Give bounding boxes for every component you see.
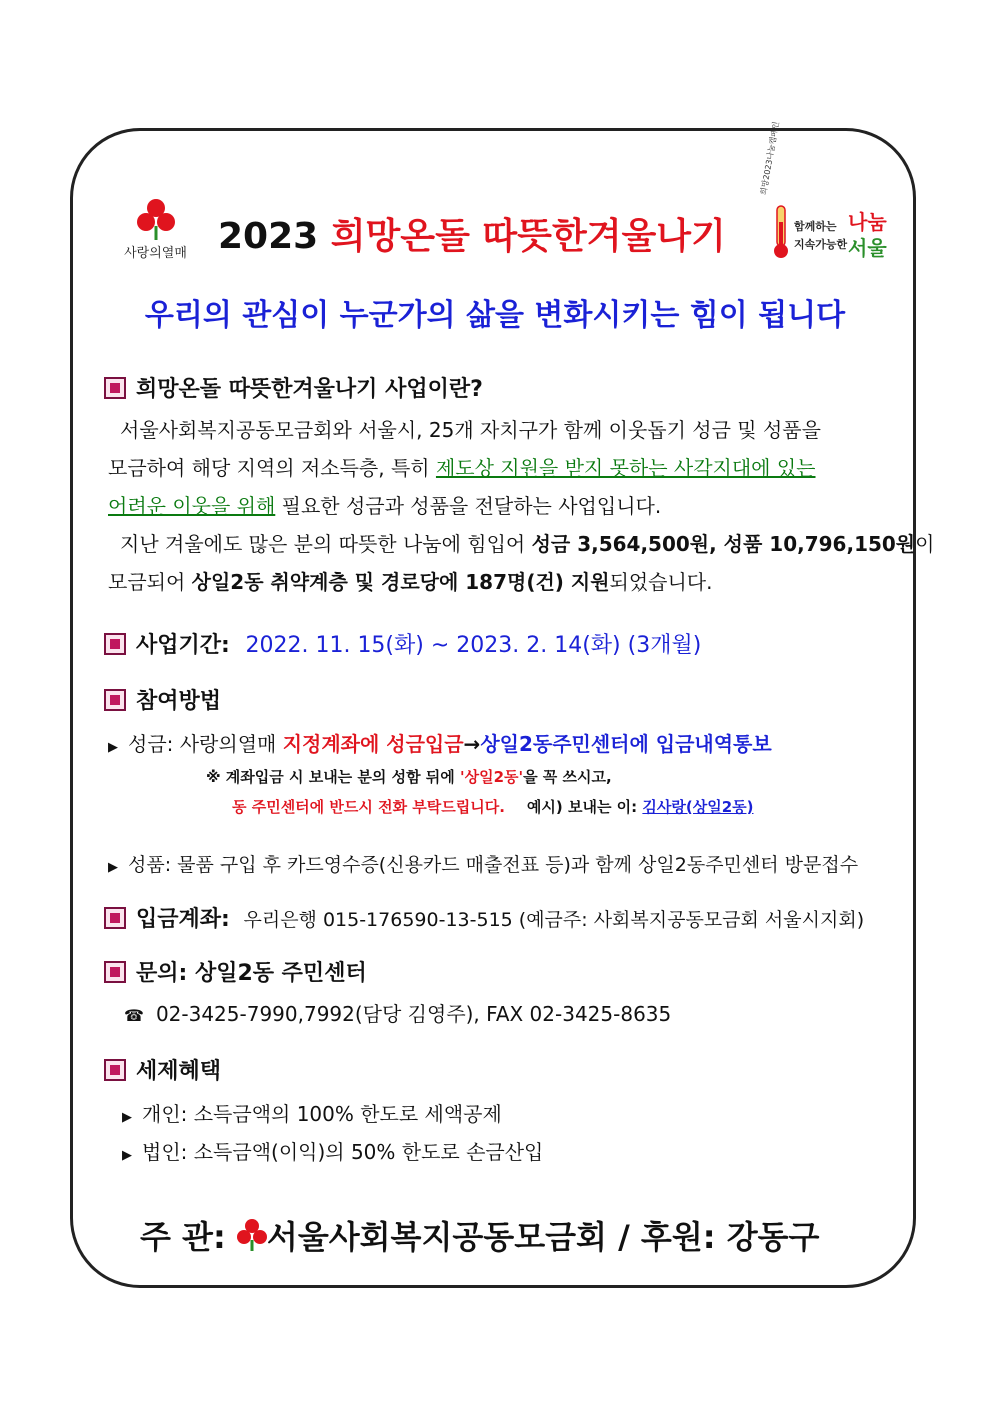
section-participation-title: 참여방법 [136, 689, 222, 714]
note1-suffix: 을 꼭 쓰시고, [523, 768, 612, 786]
campaign-word2: 서울 [848, 236, 887, 260]
bullet-box-icon [104, 633, 126, 655]
deposit-note1 [206, 766, 612, 787]
tax-personal-text: 개인: 소득금액의 100% 한도로 세액공제 [142, 1102, 502, 1126]
section-about-title: 희망온돌 따뜻한겨울나기 사업이란? [136, 377, 483, 402]
section-account [104, 902, 864, 933]
logo-left-caption: 사랑의열매 [124, 246, 187, 261]
triangle-bullet-icon: ▶ [122, 1148, 132, 1163]
clover-icon [136, 198, 176, 242]
thermometer-icon [772, 204, 790, 260]
campaign-logo [758, 120, 888, 270]
triangle-bullet-icon: ▶ [122, 1110, 132, 1125]
title-year: 2023 [218, 216, 319, 257]
section-contact-title: 문의: 상일2동 주민센터 [136, 961, 367, 986]
about-line5-result: 상일2동 취약계층 및 경로당에 187명(건) 지원 [191, 570, 610, 594]
tax-personal [122, 1098, 502, 1127]
bullet-box-icon [104, 377, 126, 399]
triangle-bullet-icon: ▶ [108, 740, 118, 755]
money-label: 성금: 사랑의열매 [128, 732, 283, 756]
about-line4-suffix: 이 [915, 532, 935, 556]
host-label: 주 관: [140, 1218, 226, 1256]
about-line2-highlight: 제도상 지원을 받지 못하는 사각지대에 있는 [435, 456, 816, 480]
note2-highlight: 동 주민센터에 반드시 전화 부탁드립니다. [232, 798, 505, 816]
section-account-title: 입금계좌: [136, 907, 230, 932]
about-line5-suffix: 되었습니다. [609, 570, 713, 594]
about-line4-text: 지난 겨울에도 많은 분의 따뜻한 나눔에 힘입어 [120, 532, 532, 556]
campaign-line1: 함께하는 [794, 220, 837, 233]
section-tax-title: 세제혜택 [136, 1059, 222, 1084]
participation-money [108, 728, 772, 757]
note1-highlight: '상일2동' [460, 768, 524, 786]
about-line1: 서울사회복지공동모금회와 서울시, 25개 자치구가 함께 이웃돕기 성금 및 성품을 [120, 418, 821, 442]
note2-example: 예시) 보내는 이: [526, 798, 643, 816]
about-line4 [120, 528, 934, 557]
about-line3-text: 필요한 성금과 성품을 전달하는 사업입니다. [275, 494, 662, 518]
header [108, 120, 888, 270]
about-line2 [108, 452, 816, 481]
money-notify: 상일2동주민센터에 입금내역통보 [480, 732, 772, 756]
note2-example-name: 김사랑(상일2동) [642, 798, 754, 816]
clover-icon [237, 1218, 267, 1252]
phone-text: 02-3425-7990,7992(담당 김영주), FAX 02-3425-8635 [155, 1002, 672, 1026]
about-line3-highlight: 어려운 이웃을 위해 [108, 494, 276, 518]
note1-text: ※ 계좌입금 시 보내는 분의 성함 뒤에 [206, 768, 460, 786]
bullet-box-icon [104, 1059, 126, 1081]
bullet-box-icon [104, 689, 126, 711]
arrow-icon: → [463, 732, 481, 756]
participation-goods [108, 850, 858, 877]
section-period-title: 사업기간: [136, 633, 230, 658]
sponsor-label: 후원: [640, 1218, 716, 1256]
footer [140, 1212, 860, 1258]
money-deposit: 지정계좌에 성금입금 [282, 732, 464, 756]
tax-corporate [122, 1136, 543, 1165]
deposit-note2 [232, 796, 753, 817]
bullet-box-icon [104, 961, 126, 983]
sponsor-name: 강동구 [726, 1218, 820, 1256]
about-line2-text: 모금하여 해당 지역의 저소득층, 특히 [108, 456, 436, 480]
about-line5-text: 모금되어 [108, 570, 192, 594]
triangle-bullet-icon: ▶ [108, 860, 118, 875]
about-line4-amount: 성금 3,564,500원, 성품 10,796,150원 [531, 532, 916, 556]
love-fruit-logo [108, 198, 203, 261]
section-participation [104, 684, 221, 715]
period-value: 2022. 11. 15(화) ~ 2023. 2. 14(화) (3개월) [245, 633, 702, 658]
page-title [218, 208, 726, 259]
footer-separator: / [606, 1218, 641, 1256]
phone-icon: ☎ [124, 1006, 144, 1025]
campaign-line2: 지속가능한 [794, 238, 848, 251]
section-tax [104, 1054, 221, 1085]
host-name: 서울사회복지공동모금회 [266, 1218, 607, 1256]
title-main: 희망온돌 따뜻한겨울나기 [330, 216, 726, 257]
goods-text: 성품: 물품 구입 후 카드영수증(신용카드 매출전표 등)과 함께 상일2동주민센터 방문접수 [128, 854, 859, 876]
about-line5 [108, 566, 713, 595]
account-value: 우리은행 015-176590-13-515 (예금주: 사회복지공동모금회 서울시지회) [243, 909, 865, 931]
campaign-word1: 나눔 [848, 210, 887, 234]
section-period [104, 628, 701, 659]
subtitle: 우리의 관심이 누군가의 삶을 변화시키는 힘이 됩니다 [144, 298, 846, 333]
section-about-heading [104, 372, 483, 403]
section-contact [104, 956, 367, 987]
campaign-logo-small: 희망2023나눔캠페인 [758, 120, 781, 196]
tax-corporate-text: 법인: 소득금액(이익)의 50% 한도로 손금산입 [142, 1140, 544, 1164]
bullet-box-icon [104, 907, 126, 929]
about-line3 [108, 490, 661, 519]
contact-phone [124, 998, 671, 1027]
